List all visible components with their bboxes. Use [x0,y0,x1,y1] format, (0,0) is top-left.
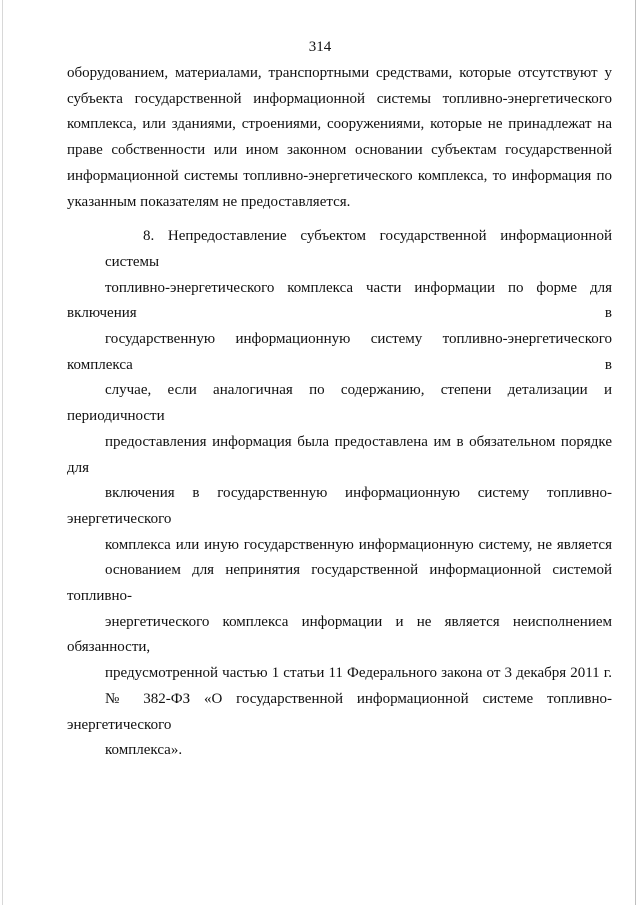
page-number: 314 [308,39,332,55]
text-line: комплекса». [105,742,183,759]
text-line: комплекса, или зданиями, строениями, сооружениями, которые не принадлежат на [67,116,612,133]
text-line: предоставления информация была предоставлена им в обязательном порядке для [67,433,612,476]
scan-edge-left [2,0,3,905]
text-line: комплекса или иную государственную информационную систему, не является [105,536,612,553]
paragraph-continuation [67,61,612,215]
scan-edge-right [635,0,636,905]
text-line: включения в государственную информационную систему топливно-энергетического [67,485,612,527]
text-line: оборудованием, материалами, транспортными средствами, которые отсутствуют у [67,65,612,81]
text-line: праве собственности или ином законном основании субъектам государственной [67,142,612,159]
text-line: информационной системы топливно-энергетического комплекса, то информация по [67,167,612,184]
document-body [67,61,612,764]
text-line: субъекта государственной информационной системы топливно-энергетического [67,90,612,107]
text-line: предусмотренной частью 1 статьи 11 Федерального закона от 3 декабря 2011 г. [105,665,612,682]
text-line: случае, если аналогичная по содержанию, степени детализации и периодичности [67,382,612,425]
text-line: топливно-энергетического комплекса части информации по форме для включения в [67,279,612,322]
text-line: основанием для непринятия государственной информационной системой топливно- [67,562,612,605]
text-line: № 382-ФЗ «О государственной информационной системе топливно-энергетического [67,690,612,733]
text-line: 8. Непредоставление субъектом государственной информационной системы [105,228,612,270]
text-line: энергетического комплекса информации и не является неисполнением обязанности, [67,613,612,656]
text-line: государственную информационную систему топливно-энергетического комплекса в [67,331,612,373]
paragraph-item-8 [67,224,612,764]
text-line: указанным показателям не предоставляется. [67,193,351,210]
